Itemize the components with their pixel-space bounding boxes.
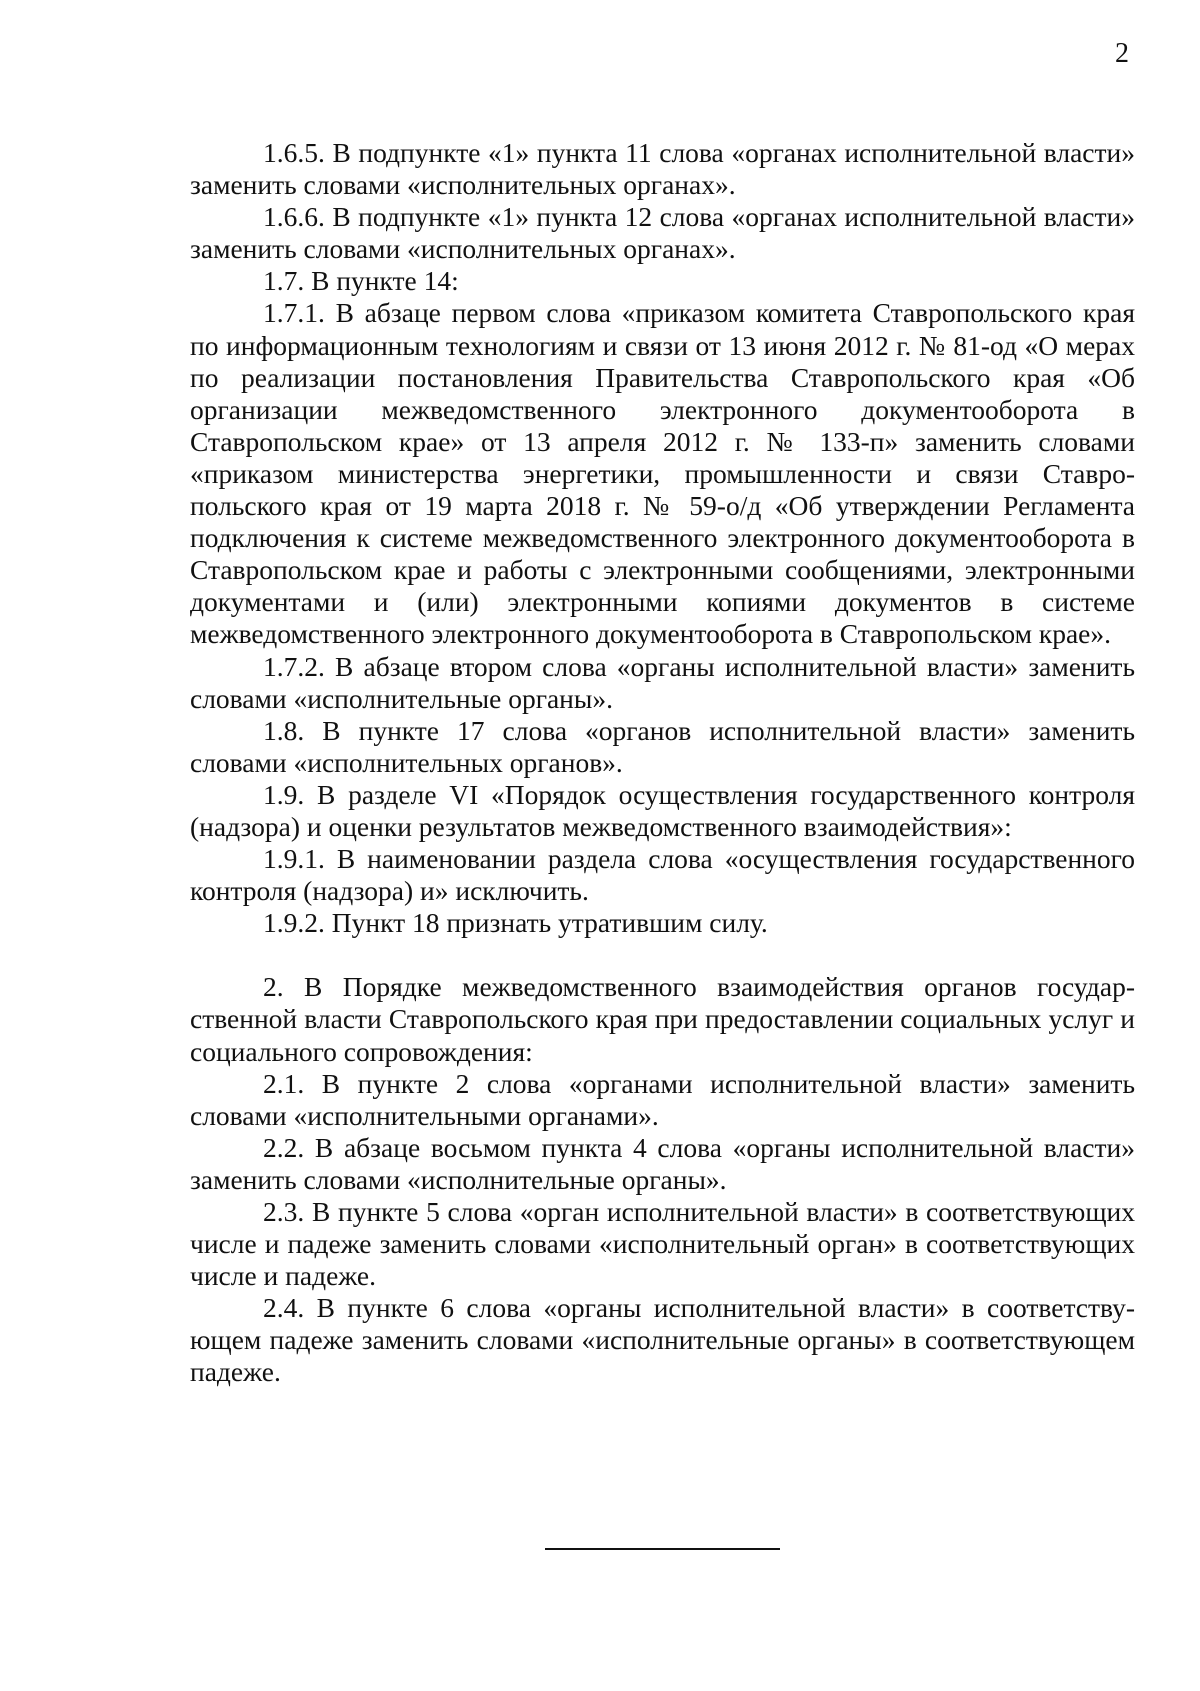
paragraph-1-9: 1.9. В разделе VI «Порядок осуществления государственного контроля (надзора) и оценки результатов межведомственного взаимодействия»: — [190, 778, 1135, 842]
paragraph-1-8: 1.8. В пункте 17 слова «органов исполнительной власти» заменить словами «исполнительных органов». — [190, 714, 1135, 778]
paragraph-2-4: 2.4. В пункте 6 слова «органы исполнительной власти» в соответствующем падеже заменить словами «исполнительные органы» в соответствующем падеже. — [190, 1292, 1135, 1388]
paragraph-2-3: 2.3. В пункте 5 слова «орган исполнительной власти» в соответствующих числе и падеже заменить словами «исполнительный орган» в соответствующих числе и падеже. — [190, 1196, 1135, 1292]
page-number: 2 — [1115, 38, 1129, 69]
document-body — [190, 137, 1135, 1389]
paragraph-2: 2. В Порядке межведомственного взаимодействия органов государственной власти Ставропольского края при предоставлении социальных услуг и социального сопровождения: — [190, 971, 1135, 1067]
paragraph-1-6-6: 1.6.6. В подпункте «1» пункта 12 слова «органах исполнительной власти» заменить словами «исполнительных органах». — [190, 201, 1135, 265]
paragraph-1-9-1: 1.9.1. В наименовании раздела слова «осуществления государственного контроля (надзора) и» исключить. — [190, 843, 1135, 907]
paragraph-2-1: 2.1. В пункте 2 слова «органами исполнительной власти» заменить словами «исполнительными органами». — [190, 1067, 1135, 1131]
end-of-document-rule — [545, 1548, 780, 1550]
paragraph-1-6-5: 1.6.5. В подпункте «1» пункта 11 слова «органах исполнительной власти» заменить словами «исполнительных органах». — [190, 137, 1135, 201]
paragraph-1-7-1: 1.7.1. В абзаце первом слова «приказом комитета Ставропольского края по информационным технологиям и связи от 13 июня 2012 г. № 81-од «О мерах по реализации постановления Правительства Ставропольского края «Об организации межведомственного электронного документооборота в Ставропольском крае» от 13 апреля 2012 г. № 133-п» заменить словами «приказом министерства энергетики, промышленности и связи Ставропольского края от 19 марта 2018 г. № 59-о/д «Об утверждении Регламента подключения к системе межведомственного электронного документооборота в Ставропольском крае и работы с электронными сообщениями, электронными документами и (или) электронными копиями документов в системе межведомственного электронного документооборота в Ставропольском крае». — [190, 297, 1135, 650]
paragraph-1-7: 1.7. В пункте 14: — [263, 265, 459, 297]
paragraph-1-9-2: 1.9.2. Пункт 18 признать утратившим силу. — [263, 907, 768, 939]
paragraph-1-7-2: 1.7.2. В абзаце втором слова «органы исполнительной власти» заменить словами «исполнительные органы». — [190, 650, 1135, 714]
paragraph-2-2: 2.2. В абзаце восьмом пункта 4 слова «органы исполнительной власти» заменить словами «исполнительные органы». — [190, 1131, 1135, 1195]
